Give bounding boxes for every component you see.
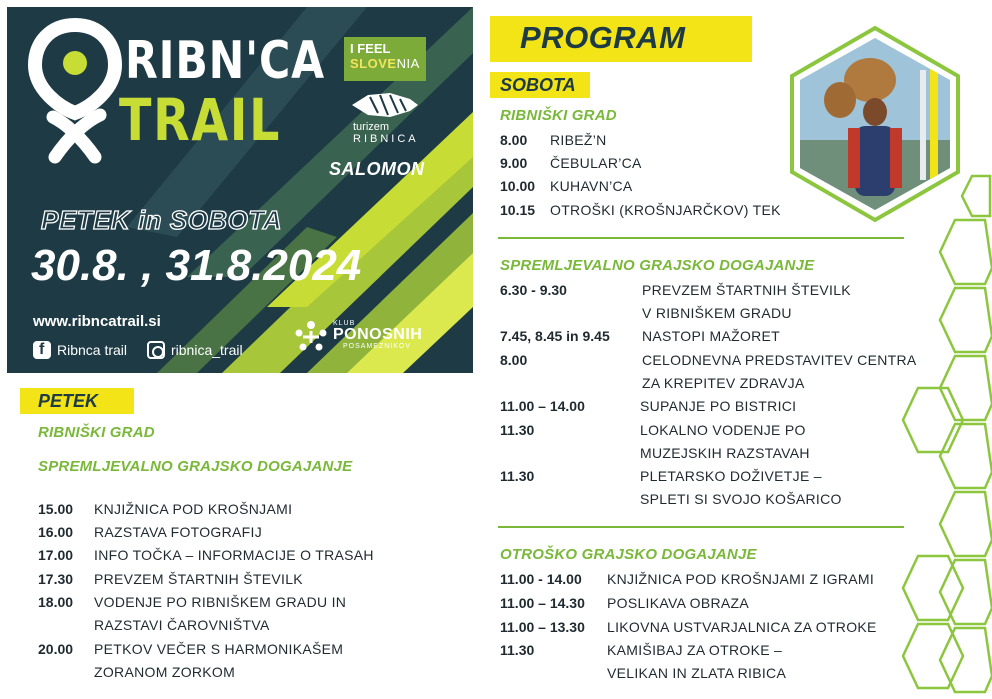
schedule-item: PREVZEM ŠTARTNIH ŠTEVILK xyxy=(94,571,303,587)
schedule-item: CELODNEVNA PREDSTAVITEV CENTRA xyxy=(642,352,917,368)
sobota-heading: SOBOTA xyxy=(490,72,590,98)
schedule-time: 11.00 – 14.00 xyxy=(500,398,585,414)
event-dates: 30.8. , 31.8.2024 xyxy=(31,241,362,290)
schedule-time: 11.30 xyxy=(500,422,535,438)
slovenia-line1: I FEEL xyxy=(350,41,391,56)
schedule-item: KUHAVN’CA xyxy=(550,178,633,194)
schedule-time: 6.30 - 9.30 xyxy=(500,282,567,298)
section-divider xyxy=(498,526,904,528)
slovenia-line2a: SLOVE xyxy=(350,56,397,71)
schedule-item: RAZSTAVA FOTOGRAFIJ xyxy=(94,524,263,540)
schedule-item: RIBEŽ’N xyxy=(550,132,607,148)
klub-line3: POSAMEZNIKOV xyxy=(343,343,412,350)
schedule-item-cont: RAZSTAVI ČAROVNIŠTVA xyxy=(94,617,270,633)
klub-line2: PONOSNIH xyxy=(333,326,423,343)
schedule-item-cont: ZA KREPITEV ZDRAVJA xyxy=(642,375,805,391)
schedule-time: 9.00 xyxy=(500,155,528,171)
facebook-handle: Ribnca trail xyxy=(57,342,128,358)
schedule-time: 16.00 xyxy=(38,524,74,540)
klub-line1: KLUB xyxy=(333,320,356,327)
schedule-item: POSLIKAVA OBRAZA xyxy=(607,595,749,611)
schedule-item: SUPANJE PO BISTRICI xyxy=(640,398,797,414)
schedule-item: KNJIŽNICA POD KROŠNJAMI Z IGRAMI xyxy=(607,571,875,587)
schedule-item-cont: V RIBNIŠKEM GRADU xyxy=(642,305,792,321)
schedule-time: 10.00 xyxy=(500,178,536,194)
schedule-time: 8.00 xyxy=(500,132,528,148)
slovenia-line2b: NIA xyxy=(396,56,420,71)
schedule-time: 11.00 - 14.00 xyxy=(500,571,582,587)
program-heading: PROGRAM xyxy=(490,16,752,62)
schedule-item: LIKOVNA USTVARJALNICA ZA OTROKE xyxy=(607,619,877,635)
schedule-item: ČEBULAR’CA xyxy=(550,155,642,171)
schedule-item: VODENJE PO RIBNIŠKEM GRADU IN xyxy=(94,594,347,610)
schedule-item: PREVZEM ŠTARTNIH ŠTEVILK xyxy=(642,282,851,298)
sobota-spremljevalno-heading: SPREMLJEVALNO GRAJSKO DOGAJANJE xyxy=(500,257,815,274)
logo-title-line1: RIBN'CA xyxy=(125,31,325,91)
schedule-item-cont: ZORANOM ZORKOM xyxy=(94,664,236,680)
petek-ribniski-grad-heading: RIBNIŠKI GRAD xyxy=(38,424,155,441)
logo-title-line2: TRAIL xyxy=(119,86,282,154)
schedule-item: LOKALNO VODENJE PO xyxy=(640,422,806,438)
section-divider xyxy=(498,237,904,239)
schedule-item: NASTOPI MAŽORET xyxy=(642,328,781,344)
schedule-item: KAMIŠIBAJ ZA OTROKE – xyxy=(607,642,783,658)
schedule-item: KNJIŽNICA POD KROŠNJAMI xyxy=(94,501,293,517)
schedule-item: PETKOV VEČER S HARMONIKAŠEM xyxy=(94,641,344,657)
sobota-ribniski-grad-heading: RIBNIŠKI GRAD xyxy=(500,107,617,124)
event-days: PETEK in SOBOTA xyxy=(41,205,283,235)
schedule-time: 10.15 xyxy=(500,202,536,218)
schedule-time: 11.30 xyxy=(500,642,535,658)
turizem-line1: turizem xyxy=(353,121,390,133)
schedule-time: 11.30 xyxy=(500,468,535,484)
schedule-time: 17.30 xyxy=(38,571,74,587)
petek-spremljevalno-heading: SPREMLJEVALNO GRAJSKO DOGAJANJE xyxy=(38,458,353,475)
schedule-time: 17.00 xyxy=(38,547,74,563)
sobota-otrosko-heading: OTROŠKO GRAJSKO DOGAJANJE xyxy=(500,546,757,563)
schedule-time: 18.00 xyxy=(38,594,74,610)
schedule-time: 11.00 – 14.30 xyxy=(500,595,585,611)
schedule-time: 15.00 xyxy=(38,501,74,517)
schedule-item-cont: SPLETI SI SVOJO KOŠARICO xyxy=(640,491,842,507)
schedule-time: 8.00 xyxy=(500,352,528,368)
turizem-line2: RIBNICA xyxy=(353,133,419,145)
website-link[interactable]: www.ribncatrail.si xyxy=(33,313,161,330)
schedule-item: OTROŠKI (KROŠNJARČKOV) TEK xyxy=(550,202,781,218)
schedule-item-cont: MUZEJSKIH RAZSTAVAH xyxy=(640,445,810,461)
salomon-logo: SALOMON xyxy=(329,159,425,179)
schedule-time: 7.45, 8.45 in 9.45 xyxy=(500,328,610,344)
instagram-handle: ribnica_trail xyxy=(171,342,243,358)
schedule-time: 20.00 xyxy=(38,641,74,657)
schedule-item: INFO TOČKA – INFORMACIJE O TRASAH xyxy=(94,547,374,563)
schedule-item: PLETARSKO DOŽIVETJE – xyxy=(640,468,822,484)
schedule-time: 11.00 – 13.30 xyxy=(500,619,585,635)
petek-heading: PETEK xyxy=(20,388,134,414)
schedule-item-cont: VELIKAN IN ZLATA RIBICA xyxy=(607,665,787,681)
